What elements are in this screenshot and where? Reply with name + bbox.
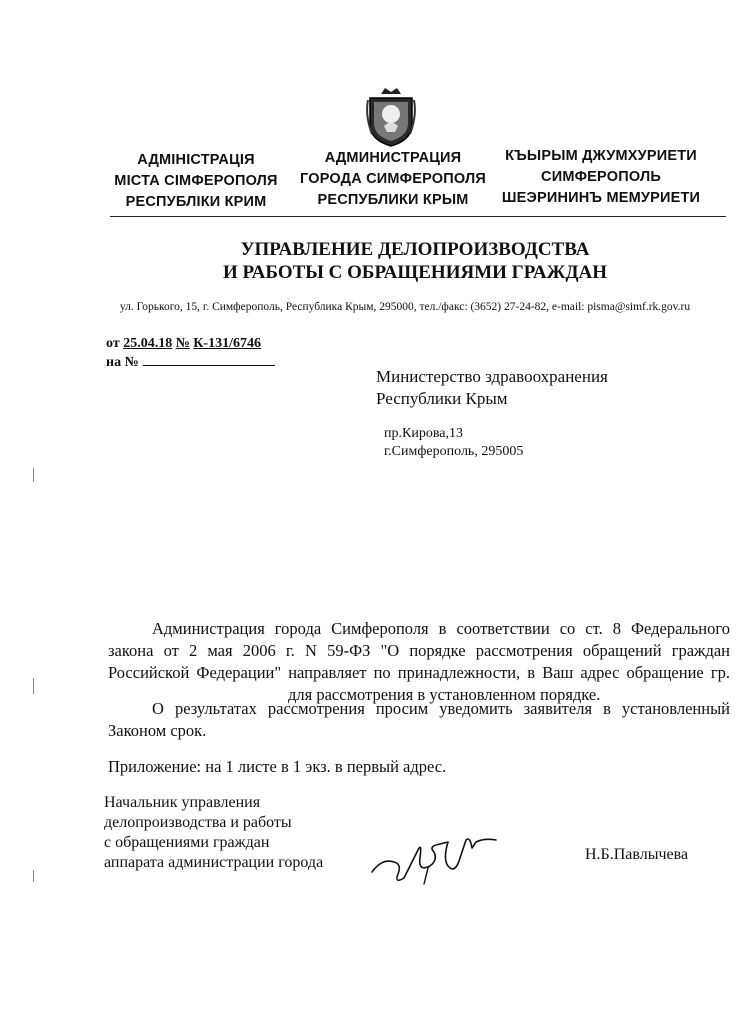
position-line-4: аппарата администрации города (104, 854, 324, 871)
reference-line (106, 353, 275, 371)
department-title (130, 238, 700, 284)
scan-mark (33, 870, 34, 882)
handwritten-signature (368, 828, 500, 890)
header-crimean-tatar (498, 146, 704, 209)
recipient-address (384, 425, 523, 461)
paragraph-1-text: Администрация города Симферополя в соответствии со ст. 8 Федерального закона от 2 мая 2006 г. N 59-ФЗ "О порядке рассмотрения обращений граждан Российской Федерации" направляет по принадлежности, в Ваш адрес обращение гр. (108, 619, 730, 682)
body-paragraph-1 (108, 618, 730, 706)
registration-date: 25.04.18 (123, 336, 173, 351)
signatory-position (104, 793, 323, 873)
recipient-city: г.Симферополь, 295005 (384, 444, 524, 459)
header-ua-line-1: АДМІНІСТРАЦІЯ (137, 152, 255, 168)
recipient-line-1: Министерство здравоохранения (376, 367, 608, 386)
scan-mark (33, 678, 34, 694)
registration-number: К-131/6746 (193, 336, 261, 351)
reference-blank (143, 353, 275, 366)
organization-address: ул. Горького, 15, г. Симферополь, Республика Крым, 295000, тел./факс: (3652) 27-24-82, e-mail: pisma@simf.rk.gov.ru (119, 301, 691, 313)
number-sign: № (175, 336, 190, 351)
department-line-1: УПРАВЛЕНИЕ ДЕЛОПРОИЗВОДСТВА (240, 239, 590, 260)
signer-name: Н.Б.Павлычева (585, 846, 689, 863)
recipient-street: пр.Кирова,13 (384, 426, 463, 441)
header-ru-line-2: ГОРОДА СИМФЕРОПОЛЯ (299, 171, 487, 187)
header-crh-line-3: ШЕЭРИНИНЪ МЕМУРИЕТИ (501, 190, 701, 206)
department-line-2: И РАБОТЫ С ОБРАЩЕНИЯМИ ГРАЖДАН (222, 262, 608, 283)
header-ua-line-3: РЕСПУБЛІКИ КРИМ (125, 194, 267, 210)
position-line-3: с обращениями граждан (104, 834, 270, 851)
scan-mark (33, 468, 34, 482)
reference-label: на № (106, 355, 139, 370)
header-ru-line-1: АДМИНИСТРАЦИЯ (324, 150, 462, 166)
recipient-line-2: Республики Крым (376, 389, 508, 408)
header-crh-line-1: КЪЫРЫМ ДЖУМХУРИЕТИ (505, 148, 697, 164)
header-russian (296, 148, 490, 211)
crimea-coat-of-arms-icon (364, 86, 418, 148)
header-divider (110, 216, 726, 217)
recipient-name (376, 366, 608, 410)
header-ukrainian (106, 150, 286, 213)
attachment-note: Приложение: на 1 листе в 1 экз. в первый адрес. (108, 757, 447, 776)
header-crh-line-2: СИМФЕРОПОЛЬ (541, 169, 661, 185)
header-ru-line-3: РЕСПУБЛИКИ КРЫМ (317, 192, 469, 208)
position-line-1: Начальник управления (104, 794, 261, 811)
registration-line (106, 336, 261, 352)
from-prefix: от (106, 336, 120, 351)
body-paragraph-2: О результатах рассмотрения просим уведомить заявителя в установленный Законом срок. (108, 699, 730, 740)
paragraph-1-end: для рассмотрения в установленном порядке. (288, 685, 601, 704)
header-ua-line-2: МІСТА СІМФЕРОПОЛЯ (114, 173, 278, 189)
position-line-2: делопроизводства и работы (104, 814, 292, 831)
